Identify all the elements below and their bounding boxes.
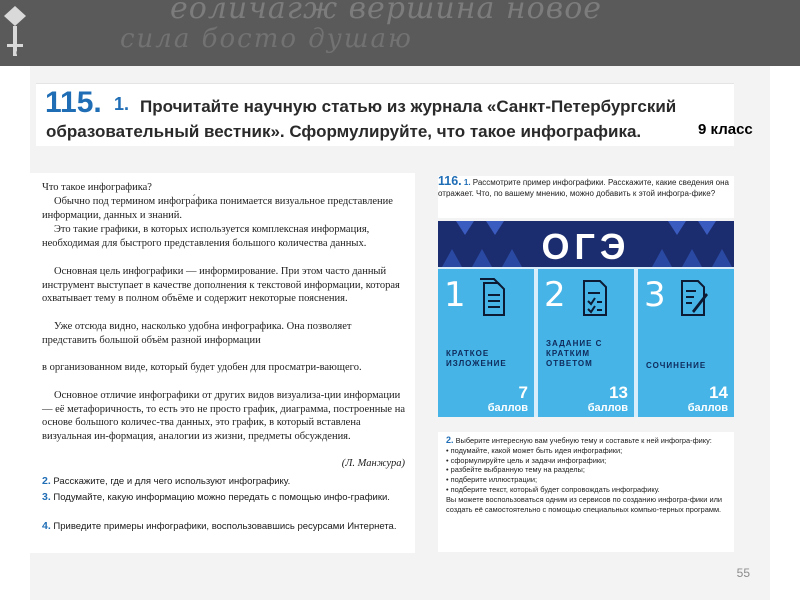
column-label: КРАТКОЕ ИЗЛОЖЕНИЕ: [446, 349, 507, 368]
column-points: [488, 384, 528, 414]
task-intro: Выберите интересную вам учебную тему и составьте к ней инфогра-фику:: [455, 436, 712, 445]
column-points: [588, 384, 628, 414]
banner-decor-text-2: сила босто душаю: [120, 24, 413, 54]
question-number: 4.: [42, 520, 51, 532]
publisher-logo-icon: [2, 4, 28, 62]
article-paragraph: Основное отличие инфографики от других видов визуализа-ции информации — её метафоричность, то есть это не просто график, диаграмма, построенные на основе большого количес-тва данных, это график, в который вставлена визуальная ин-формация, аналогии из жизни, предметы обсуждения.: [42, 390, 405, 442]
article-title: Что такое инфографика?: [42, 182, 152, 193]
column-label: ЗАДАНИЕ С КРАТКИМ ОТВЕТОМ: [546, 339, 603, 368]
infographic-column-2: [538, 269, 634, 417]
page-number: 55: [736, 566, 750, 580]
column-number: 3: [644, 275, 666, 315]
task-number: 2.: [446, 435, 454, 445]
article-paragraph: Основная цель инфографики — информирование. При этом часто данный инструмент выступает в качестве дополнения к текстовой информации, которая охватывает тему в полном объёме и содержит некоторые пояснения.: [42, 266, 400, 305]
column-points: [688, 384, 728, 414]
points-unit: баллов: [487, 402, 528, 414]
question-text: Подумайте, какую информацию можно передать с помощью инфо-графики.: [53, 492, 390, 503]
column-number: 1: [444, 275, 466, 315]
question-4: [42, 520, 405, 533]
task-number: 116.: [438, 174, 462, 188]
bullet-item: • подумайте, какой может быть идея инфографики;: [446, 445, 623, 455]
task-number: 115.: [45, 86, 102, 119]
task-115: [36, 83, 734, 146]
infographic-column-3: [638, 269, 734, 417]
bullet-item: • подберите иллюстрации;: [446, 475, 538, 485]
points-unit: баллов: [587, 402, 628, 414]
task-text: Рассмотрите пример инфографики. Расскажите, какие сведения она отражает. Что, по вашему мнению, можно добавить к этой инфогра-фике?: [438, 178, 729, 198]
article-paragraph: Это такие графики, в которых используется комплексная информация, необходимая для быстрого представления большого количества данных.: [42, 224, 370, 249]
svg-text:C: C: [16, 48, 23, 58]
question-3: [42, 491, 405, 504]
checklist-icon: [580, 277, 610, 317]
bullet-item: • разбейте выбранную тему на разделы;: [446, 465, 585, 475]
oge-infographic: [438, 221, 734, 417]
question-2: [42, 475, 405, 488]
question-text: Приведите примеры инфографики, воспользовавшись ресурсами Интернета.: [53, 521, 397, 532]
task-subnumber: 1.: [463, 178, 471, 187]
article-paragraph: в организованном виде, который будет удобен для просматри-вающего.: [42, 362, 362, 373]
banner-decor-text: еоличагж вершина новое: [170, 0, 603, 26]
bullet-item: • сформулируйте цель и задачи инфографики;: [446, 455, 607, 465]
task-116: [438, 176, 734, 218]
points-value: 14: [709, 383, 728, 402]
task-outro: Вы можете воспользоваться одним из сервисов по созданию инфогра-фики или создать её самостоятельно с помощью специальных компью-терных программ.: [446, 494, 723, 514]
infographic-column-1: [438, 269, 534, 417]
pen-document-icon: [678, 277, 708, 317]
question-number: 3.: [42, 491, 51, 503]
article-panel: [30, 173, 415, 553]
task-2-panel: [438, 432, 734, 552]
infographic-title: ОГЭ: [541, 226, 631, 267]
question-text: Расскажите, где и для чего используют инфографику.: [53, 476, 291, 487]
article-paragraph: Уже отсюда видно, насколько удобна инфографика. Она позволяет представить большой объём разной информации: [42, 321, 352, 346]
task-subnumber: 1.: [114, 94, 130, 114]
task-text-line-1: Прочитайте научную статью из журнала «Санкт-Петербургский: [140, 97, 677, 116]
task-text-line-2: образовательный вестник». Сформулируйте, что такое инфографика.: [46, 122, 642, 141]
article-author: (Л. Манжура): [341, 458, 405, 469]
bullet-item: • подберите текст, который будет сопровождать инфографику.: [446, 484, 660, 494]
document-icon: [478, 277, 508, 317]
points-value: 13: [609, 383, 628, 402]
points-value: 7: [518, 383, 528, 402]
grade-label: 9 класс: [698, 121, 753, 138]
infographic-header: [438, 221, 734, 267]
header-banner: [0, 0, 800, 66]
article-paragraph: Обычно под термином инфогра́фика понимается визуальное представление информации, данных и знаний.: [42, 196, 393, 221]
question-number: 2.: [42, 475, 51, 487]
column-label: СОЧИНЕНИЕ: [646, 361, 707, 370]
points-unit: баллов: [687, 402, 728, 414]
column-number: 2: [544, 275, 566, 315]
